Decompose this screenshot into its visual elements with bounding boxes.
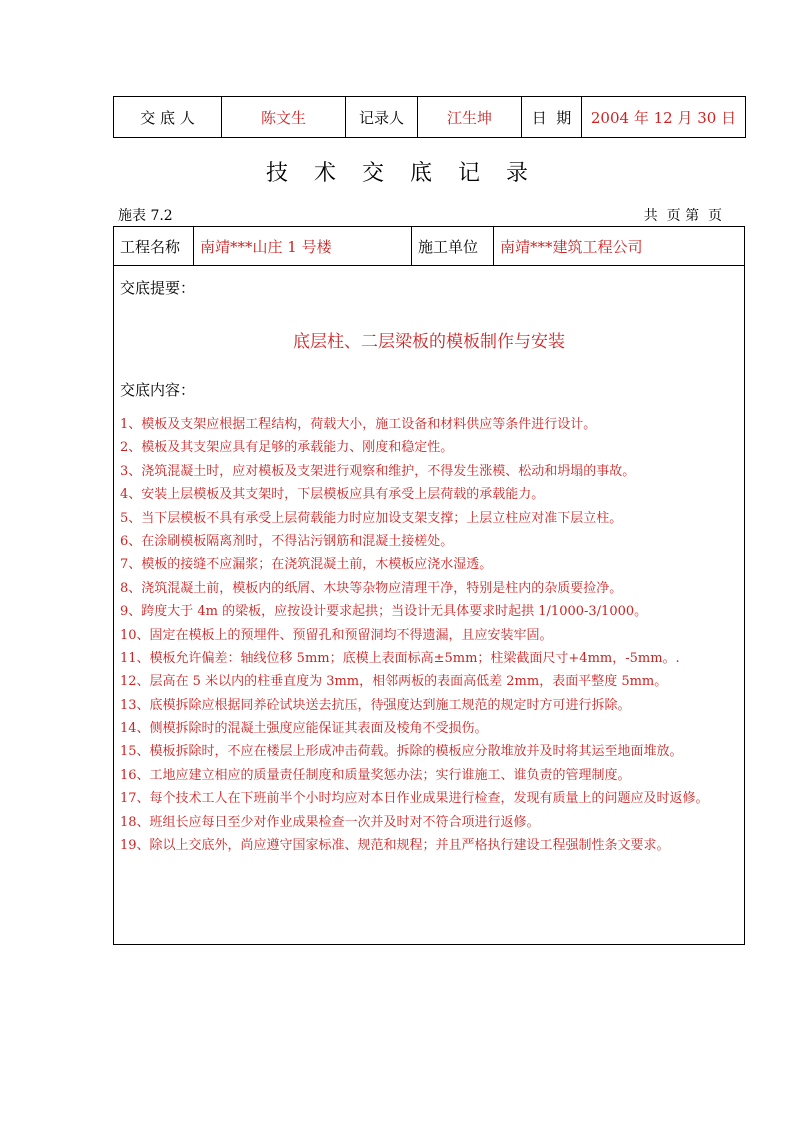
list-item: 17、每个技术工人在下班前半个小时均应对本日作业成果进行检查，发现有质量上的问题应及时返修。 — [120, 791, 709, 807]
project-name-label: 工程名称 — [114, 227, 194, 265]
header-table — [113, 96, 746, 138]
record-box — [113, 226, 745, 945]
list-item: 7、模板的接缝不应漏浆；在浇筑混凝土前，木模板应浇水湿透。 — [120, 557, 493, 573]
form-number: 施表 7.2 — [118, 208, 173, 224]
list-item: 14、侧模拆除时的混凝土强度应能保证其表面及棱角不受损伤。 — [120, 721, 488, 737]
list-item: 12、层高在 5 米以内的柱垂直度为 3mm，相邻两板的表面高低差 2mm，表面平整度 5mm。 — [120, 674, 668, 690]
project-name-value: 南靖***山庄 1 号楼 — [194, 227, 412, 265]
date-label: 日 期 — [522, 97, 582, 138]
construction-unit-label: 施工单位 — [412, 227, 494, 265]
list-item: 2、模板及其支架应具有足够的承载能力、刚度和稳定性。 — [120, 440, 454, 456]
list-item: 13、底模拆除应根据同养砼试块送去抗压，待强度达到施工规范的规定时方可进行拆除。 — [120, 697, 631, 713]
list-item: 9、跨度大于 4m 的梁板，应按设计要求起拱；当设计无具体要求时起拱 1/1000-3/1000。 — [120, 604, 648, 620]
list-item: 15、模板拆除时，不应在楼层上形成冲击荷载。拆除的模板应分散堆放并及时将其运至地面堆放。 — [120, 744, 683, 760]
list-item: 18、班组长应每日至少对作业成果检查一次并及时对不符合项进行返修。 — [120, 814, 540, 830]
list-item: 8、浇筑混凝土前，模板内的纸屑、木块等杂物应清理干净，特别是柱内的杂质要捡净。 — [120, 580, 623, 596]
list-item: 11、模板允许偏差：轴线位移 5mm；底模上表面标高±5mm；柱梁截面尺寸+4mm，-5mm。. — [120, 650, 680, 666]
content-label: 交底内容： — [120, 381, 196, 399]
document-title: 技术交底记录 — [265, 161, 554, 186]
list-item: 6、在涂刷模板隔离剂时，不得沾污钢筋和混凝土接槎处。 — [120, 533, 454, 549]
list-item: 3、浇筑混凝土时，应对模板及支架进行观察和维护，不得发生涨模、松动和坍塌的事故。 — [120, 463, 636, 479]
list-item: 5、当下层模板不具有承受上层荷载能力时应加设支架支撑；上层立柱应对准下层立柱。 — [120, 510, 623, 526]
list-item: 4、安装上层模板及其支架时，下层模板应具有承受上层荷载的承载能力。 — [120, 487, 545, 503]
presenter-label: 交 底 人 — [114, 97, 222, 138]
list-item: 10、固定在模板上的预埋件、预留孔和预留洞均不得遗漏，且应安装牢固。 — [120, 627, 553, 643]
presenter-name: 陈文生 — [222, 97, 346, 138]
list-item: 19、除以上交底外，尚应遵守国家标准、规范和规程；并且严格执行建设工程强制性条文要求。 — [120, 838, 670, 854]
list-item: 16、工地应建立相应的质量责任制度和质量奖惩办法；实行谁施工、谁负责的管理制度。 — [120, 767, 631, 783]
subject-title: 底层柱、二层梁板的模板制作与安装 — [293, 332, 565, 352]
recorder-label: 记录人 — [346, 97, 418, 138]
summary-label: 交底提要： — [120, 279, 196, 297]
recorder-name: 江生坤 — [418, 97, 522, 138]
page-count: 共 页 第 页 — [643, 208, 722, 224]
content-list — [120, 413, 709, 857]
list-item: 1、模板及支架应根据工程结构，荷载大小，施工设备和材料供应等条件进行设计。 — [120, 417, 597, 432]
construction-unit-value: 南靖***建筑工程公司 — [500, 237, 643, 256]
project-row — [114, 227, 744, 266]
date-value: 2004 年 12 月 30 日 — [582, 97, 746, 138]
